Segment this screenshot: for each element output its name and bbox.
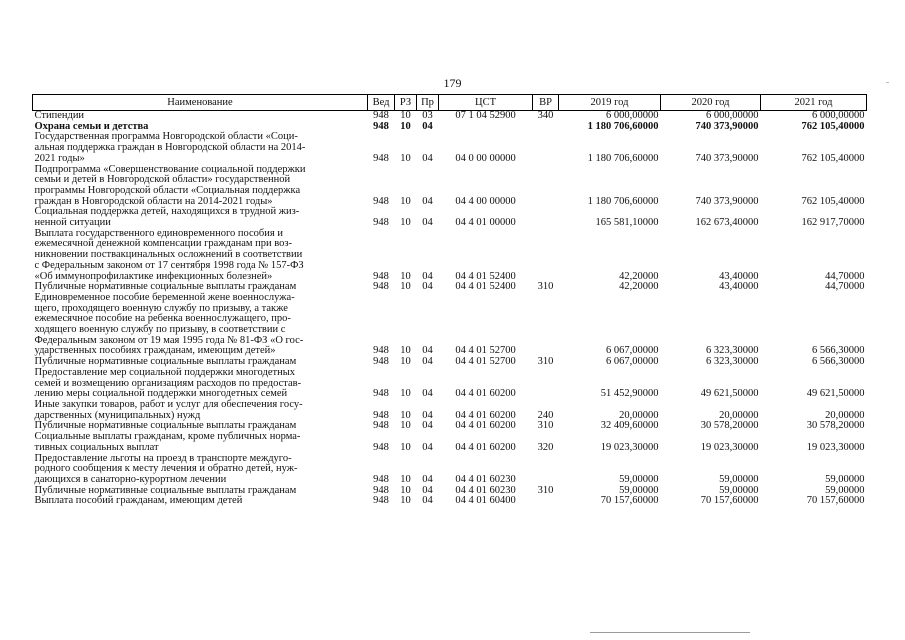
cell-y2020: 43,40000 [719,281,759,293]
cell-pr: 04 [422,473,433,485]
cell-pr: 03 [422,110,433,121]
cell-rz: 10 [400,195,411,207]
table-row [33,454,867,486]
row-name-cell [33,132,368,164]
cell-cst: 04 4 01 60230 [455,484,516,496]
cell-cst: 04 4 01 52700 [455,345,516,357]
row-name-line: «Об иммунопрофилактике инфекционных болезней» [34,270,273,282]
cell-vr [533,132,559,164]
table-row [33,400,867,421]
cell-pr: 04 [422,484,433,496]
cell-cst: 04 4 01 00000 [455,217,516,229]
cell-pr: 04 [422,120,433,132]
cell-cst: 04 4 01 60230 [455,473,516,485]
cell-y2019: 59,00000 [619,473,659,485]
cell-ved: 948 [373,495,389,507]
row-name-line: семьи и детей в Новгородской области» государственной [34,174,291,186]
row-name-cell [33,496,368,507]
cell-vr [533,207,559,228]
cell-y2019: 6 067,00000 [606,345,659,357]
cell-cst: 04 4 01 60400 [455,495,516,507]
table-header-row [33,95,867,111]
cell-ved: 948 [373,195,389,207]
cell-vr [533,229,559,283]
cell-y2020: 6 323,30000 [706,356,759,368]
cell-y2021: 30 578,20000 [806,420,865,432]
cell-y2020: 19 023,30000 [700,441,759,453]
cell-y2021: 20,00000 [825,409,865,421]
cell-ved: 948 [373,388,389,400]
row-name-line: тивных социальных выплат [34,441,159,453]
row-name-line: родного сообщения к месту лечения и обратно детей, нуж- [34,463,298,475]
cell-y2019: 6 067,00000 [606,356,659,368]
cell-rz: 10 [400,356,411,368]
cell-y2019: 70 157,60000 [600,495,659,507]
row-name-line: с Федеральным законом от 17 сентября 1998 года № 157-ФЗ [34,259,304,271]
cell-rz: 10 [400,441,411,453]
row-name-line: Подпрограмма «Совершенствование социальной поддержки [34,163,306,175]
header-pr: Пр [417,95,439,111]
cell-vr: 320 [537,441,554,453]
cell-y2021: 59,00000 [825,484,865,496]
table-row [33,229,867,283]
cell-y2019: 1 180 706,60000 [587,152,659,164]
row-name-line: Выплата пособий гражданам, имеющим детей [34,495,243,507]
cell-vr: 310 [537,281,554,293]
row-name-line: Иные закупки товаров, работ и услуг для обеспечения госу- [34,398,303,410]
cell-y2020: 740 373,90000 [695,120,759,132]
header-2021: 2021 год [761,95,867,111]
cell-vr: 340 [537,110,554,121]
cell-rz: 10 [400,484,411,496]
cell-y2020: 30 578,20000 [700,420,759,432]
cell-y2020: 70 157,60000 [700,495,759,507]
cell-ved: 948 [373,473,389,485]
page-number: 179 [443,76,462,90]
cell-y2019: 42,20000 [619,270,659,282]
cell-y2020: 740 373,90000 [695,195,759,207]
row-name-cell [33,454,368,486]
header-ved: Вед [368,95,395,111]
cell-y2021: 70 157,60000 [806,495,865,507]
table-row [33,368,867,400]
row-name-cell [33,432,368,453]
scan-artifact-dot [886,82,889,83]
row-name-line: альная поддержка граждан в Новгородской области на 2014- [34,142,306,154]
row-name-cell [33,368,368,400]
cell-cst: 04 4 01 60200 [455,409,516,421]
cell-pr: 04 [422,356,433,368]
cell-vr [533,496,559,507]
cell-y2020: 6 000,00000 [706,110,759,121]
table-row [33,293,867,357]
cell-y2019: 32 409,60000 [600,420,659,432]
cell-rz: 10 [400,409,411,421]
row-name-line: Федеральным законом от 19 мая 1995 года № 81-ФЗ «О гос- [34,334,304,346]
row-name-line: Публичные нормативные социальные выплаты гражданам [34,420,297,432]
cell-cst: 04 4 01 60200 [455,388,516,400]
cell-y2021: 49 621,50000 [806,388,865,400]
cell-y2021: 59,00000 [825,473,865,485]
header-2019: 2019 год [559,95,661,111]
cell-ved: 948 [373,270,389,282]
cell-ved: 948 [373,110,389,121]
row-name-line: лению меры социальной поддержки многодетных семей [34,388,288,400]
row-name-line: ежемесячной денежной компенсации гражданам при воз- [34,238,293,250]
cell-pr: 04 [422,420,433,432]
cell-y2019: 1 180 706,60000 [587,195,659,207]
cell-cst: 04 4 01 52400 [455,281,516,293]
cell-cst: 04 4 01 52700 [455,356,516,368]
cell-pr: 04 [422,195,433,207]
cell-ved: 948 [373,441,389,453]
cell-cst: 04 4 01 52400 [455,270,516,282]
cell-rz: 10 [400,388,411,400]
row-name-line: граждан в Новгородской области на 2014-2021 годы» [34,195,273,207]
cell-vr [533,368,559,400]
row-name-line: Публичные нормативные социальные выплаты гражданам [34,356,297,368]
cell-y2019: 6 000,00000 [606,110,659,121]
cell-rz: 10 [400,110,411,121]
cell-cst: 04 4 01 60200 [455,441,516,453]
cell-y2020: 59,00000 [719,484,759,496]
table-row [33,165,867,208]
cell-rz: 10 [400,270,411,282]
cell-ved: 948 [373,356,389,368]
cell-rz: 10 [400,495,411,507]
cell-pr: 04 [422,409,433,421]
cell-y2019: 51 452,90000 [600,388,659,400]
row-name-line: Государственная программа Новгородской области «Соци- [34,131,298,143]
cell-ved: 948 [373,409,389,421]
cell-y2021: 162 917,70000 [801,217,865,229]
cell-y2021: 762 105,40000 [801,152,865,164]
cell-pr: 04 [422,281,433,293]
cell-y2021: 6 000,00000 [812,110,865,121]
cell-cst [439,122,533,133]
cell-y2019: 19 023,30000 [600,441,659,453]
row-name-line: программы Новгородской области «Социальная поддержка [34,184,301,196]
table-row [33,132,867,164]
row-name-line: 2021 годы» [34,152,85,164]
row-name-line: семей и возмещению организациям расходов по предостав- [34,377,302,389]
cell-pr: 04 [422,345,433,357]
cell-y2021: 44,70000 [825,281,865,293]
cell-y2021: 19 023,30000 [806,441,865,453]
cell-cst: 04 4 00 00000 [455,195,516,207]
header-rz: РЗ [395,95,417,111]
row-name-line: Стипендии [34,110,85,121]
row-name-line: Публичные нормативные социальные выплаты гражданам [34,484,297,496]
cell-pr: 04 [422,441,433,453]
cell-y2021: 6 566,30000 [812,356,865,368]
header-2020: 2020 год [661,95,761,111]
row-name-line: Единовременное пособие беременной жене военнослужа- [34,291,295,303]
cell-y2021: 44,70000 [825,270,865,282]
header-name: Наименование [33,95,368,111]
cell-y2020: 740 373,90000 [695,152,759,164]
cell-vr: 310 [537,356,554,368]
cell-rz: 10 [400,152,411,164]
cell-vr [533,454,559,486]
row-name-line: Социальная поддержка детей, находящихся в трудной жиз- [34,206,300,218]
cell-y2020: 59,00000 [719,473,759,485]
cell-pr: 04 [422,152,433,164]
cell-y2021: 762 105,40000 [801,195,865,207]
row-name-line: Социальные выплаты гражданам, кроме публичных норма- [34,431,301,443]
cell-vr: 310 [537,484,554,496]
cell-ved: 948 [373,420,389,432]
cell-cst: 04 4 01 60200 [455,420,516,432]
cell-vr: 310 [537,420,554,432]
cell-pr: 04 [422,388,433,400]
row-name-cell [33,400,368,421]
cell-rz: 10 [400,217,411,229]
row-name-line: дарственных (муниципальных) нужд [34,409,201,421]
scan-artifact-line [590,632,750,633]
table-row [33,432,867,453]
cell-rz: 10 [400,345,411,357]
cell-y2021: 762 105,40000 [801,120,865,132]
cell-y2019: 1 180 706,60000 [587,120,659,132]
cell-rz: 10 [400,120,411,132]
cell-vr [533,165,559,208]
row-name-line: Публичные нормативные социальные выплаты гражданам [34,281,297,293]
table-body [33,111,867,508]
budget-table [32,94,867,507]
cell-ved: 948 [373,120,389,132]
table-row [33,207,867,228]
cell-cst: 07 1 04 52900 [455,110,516,121]
row-name-cell [33,207,368,228]
row-name-cell [33,165,368,208]
cell-cst: 04 0 00 00000 [455,152,516,164]
cell-y2020: 49 621,50000 [700,388,759,400]
row-name-line: дающихся в санаторно-курортном лечении [34,473,227,485]
cell-ved: 948 [373,281,389,293]
cell-rz: 10 [400,281,411,293]
cell-y2019: 20,00000 [619,409,659,421]
cell-ved: 948 [373,217,389,229]
cell-pr: 04 [422,217,433,229]
cell-y2020: 43,40000 [719,270,759,282]
cell-ved: 948 [373,345,389,357]
cell-rz: 10 [400,473,411,485]
cell-y2019: 42,20000 [619,281,659,293]
cell-vr [533,122,559,133]
row-name-line: ударственных пособиях гражданам, имеющим детей» [34,345,276,357]
table-row [33,496,867,507]
cell-ved: 948 [373,152,389,164]
row-name-line: щего, проходящего военную службу по призыву, а также [34,302,288,314]
cell-ved: 948 [373,484,389,496]
row-name-line: Предоставление мер социальной поддержки многодетных [34,366,295,378]
cell-pr: 04 [422,495,433,507]
cell-vr [533,293,559,357]
header-cst: ЦСТ [439,95,533,111]
row-name-line: ненной ситуации [34,217,111,229]
row-name-line: ежемесячное пособие на ребенка военнослужащего, про- [34,313,291,325]
cell-vr: 240 [537,409,554,421]
cell-y2020: 20,00000 [719,409,759,421]
cell-y2019: 59,00000 [619,484,659,496]
cell-rz: 10 [400,420,411,432]
row-name-line: Охрана семьи и детства [34,120,149,132]
cell-y2021: 6 566,30000 [812,345,865,357]
cell-y2020: 6 323,30000 [706,345,759,357]
row-name-line: никновении поствакцинальных осложнений в соответствии [34,249,303,261]
row-name-line: ходящего военную службу по призыву, в соответствии с [34,324,286,336]
row-name-cell [33,229,368,283]
cell-pr: 04 [422,270,433,282]
row-name-line: Предоставление льготы на проезд в транспорте междуго- [34,452,292,464]
cell-y2020: 162 673,40000 [695,217,759,229]
row-name-line: Выплата государственного единовременного пособия и [34,227,283,239]
row-name-cell [33,293,368,357]
header-vr: ВР [533,95,559,111]
cell-y2019: 165 581,10000 [595,217,659,229]
